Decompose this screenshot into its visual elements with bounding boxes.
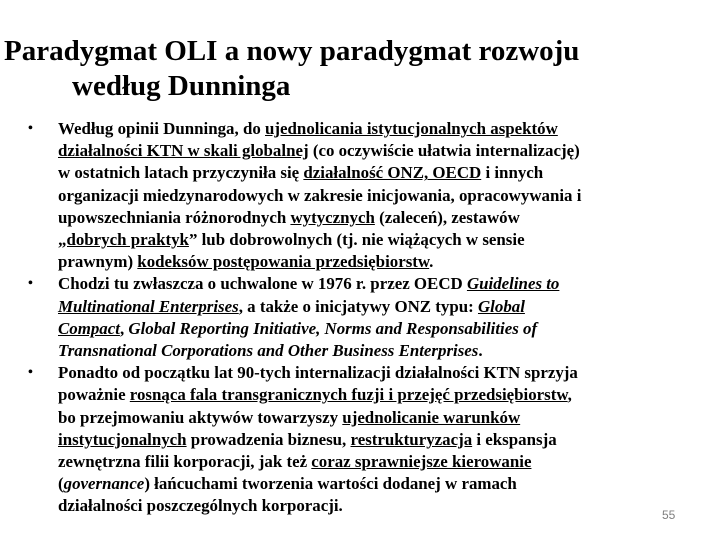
text-run: organizacji miedzynarodowych w zakresie inicjowania, opracowywania i [58, 185, 582, 205]
text-run: Według opinii Dunninga, do [58, 119, 266, 138]
page-number: 55 [662, 508, 676, 522]
bullet-line [58, 429, 688, 451]
bullet-line [58, 140, 688, 162]
text-run: prawnym) [58, 252, 138, 272]
bullet-line [58, 251, 688, 273]
bullet-line [58, 407, 688, 429]
text-run: Transnational Corporations and Other Business Enterprises [58, 341, 479, 361]
slide-title [4, 34, 716, 104]
text-run: governance [63, 474, 145, 494]
text-run: . [429, 252, 434, 272]
bullet-item [0, 273, 688, 362]
bullet-line [58, 296, 688, 318]
text-run: restrukturyzacja [350, 429, 473, 449]
text-run: . [478, 341, 483, 361]
text-run: działalność ONZ, OECD [303, 163, 482, 183]
text-run: poważnie [58, 385, 130, 405]
bullet-line [58, 185, 688, 207]
text-run: działalności poszczególnych korporacji. [58, 496, 343, 516]
slide-title-line-2: według Dunninga [72, 70, 291, 102]
text-run: ujednolicania istytucjonalnych aspektów [265, 119, 558, 138]
bullet-line [58, 384, 688, 406]
text-run: (co oczywiście ułatwia internalizację) [308, 141, 580, 161]
text-run: zewnętrzna filii korporacji, jak też [58, 452, 312, 472]
bullet-dot-icon: • [28, 365, 33, 381]
text-run: Compact [58, 318, 120, 338]
bullet-list [0, 118, 720, 518]
text-run: instytucjonalnych [58, 429, 187, 449]
text-run: upowszechniania różnorodnych [58, 207, 291, 227]
bullet-line [58, 340, 688, 362]
text-run: Chodzi tu zwłaszcza o uchwalone w 1976 r. przez OECD [58, 274, 467, 294]
text-run: bo przejmowaniu aktywów towarzyszy [58, 407, 343, 427]
text-run: ” lub dobrowolnych (tj. nie wiążących w sensie [188, 230, 525, 250]
text-run: rosnąca fala transgranicznych fuzji i przejęć przedsiębiorstw [129, 385, 568, 405]
text-run: ) łańcuchami tworzenia wartości dodanej w ramach [144, 474, 517, 494]
bullet-line [58, 362, 688, 384]
bullet-line [58, 162, 688, 184]
text-run: ( [58, 474, 64, 494]
text-run: w ostatnich latach przyczyniła się [58, 163, 304, 183]
text-run: i innych [481, 163, 544, 183]
bullet-line [58, 207, 688, 229]
text-run: „dobrych praktyk [58, 230, 189, 250]
text-run: działalności KTN w skali globalnej [58, 141, 309, 161]
bullet-dot-icon: • [28, 121, 33, 136]
text-run: , a także o inicjatywy ONZ typu: [238, 296, 478, 316]
text-run: coraz sprawniejsze kierowanie [311, 452, 532, 472]
bullet-line [58, 273, 688, 295]
bullet-line [58, 229, 688, 251]
text-run: Global Reporting Initiative, Norms and Responsabilities of [128, 318, 538, 338]
text-run: Global [477, 296, 525, 316]
text-run: Ponadto od początku lat 90-tych internalizacji działalności KTN sprzyja [58, 363, 578, 383]
text-run: prowadzenia biznesu, [186, 429, 351, 449]
text-run: Multinational Enterprises [58, 296, 239, 316]
text-run: ujednolicanie warunków [342, 407, 521, 427]
bullet-line [58, 318, 688, 340]
bullet-line [58, 495, 688, 517]
text-run: kodeksów postępowania przedsiębiorstw [137, 252, 430, 272]
slide-title-line-1: Paradygmat OLI a nowy paradygmat rozwoju [4, 35, 580, 67]
bullet-line [58, 118, 688, 140]
bullet-dot-icon: • [28, 276, 33, 292]
text-run: i ekspansja [472, 429, 557, 449]
text-run: , [567, 385, 572, 405]
text-run: , [119, 318, 129, 338]
bullet-line [58, 473, 688, 495]
text-run: wytycznych [290, 207, 375, 227]
bullet-line [58, 451, 688, 473]
text-run: (zaleceń), zestawów [374, 207, 520, 227]
text-run: Guidelines to [466, 274, 560, 294]
bullet-item [0, 118, 688, 273]
bullet-item [0, 362, 688, 517]
